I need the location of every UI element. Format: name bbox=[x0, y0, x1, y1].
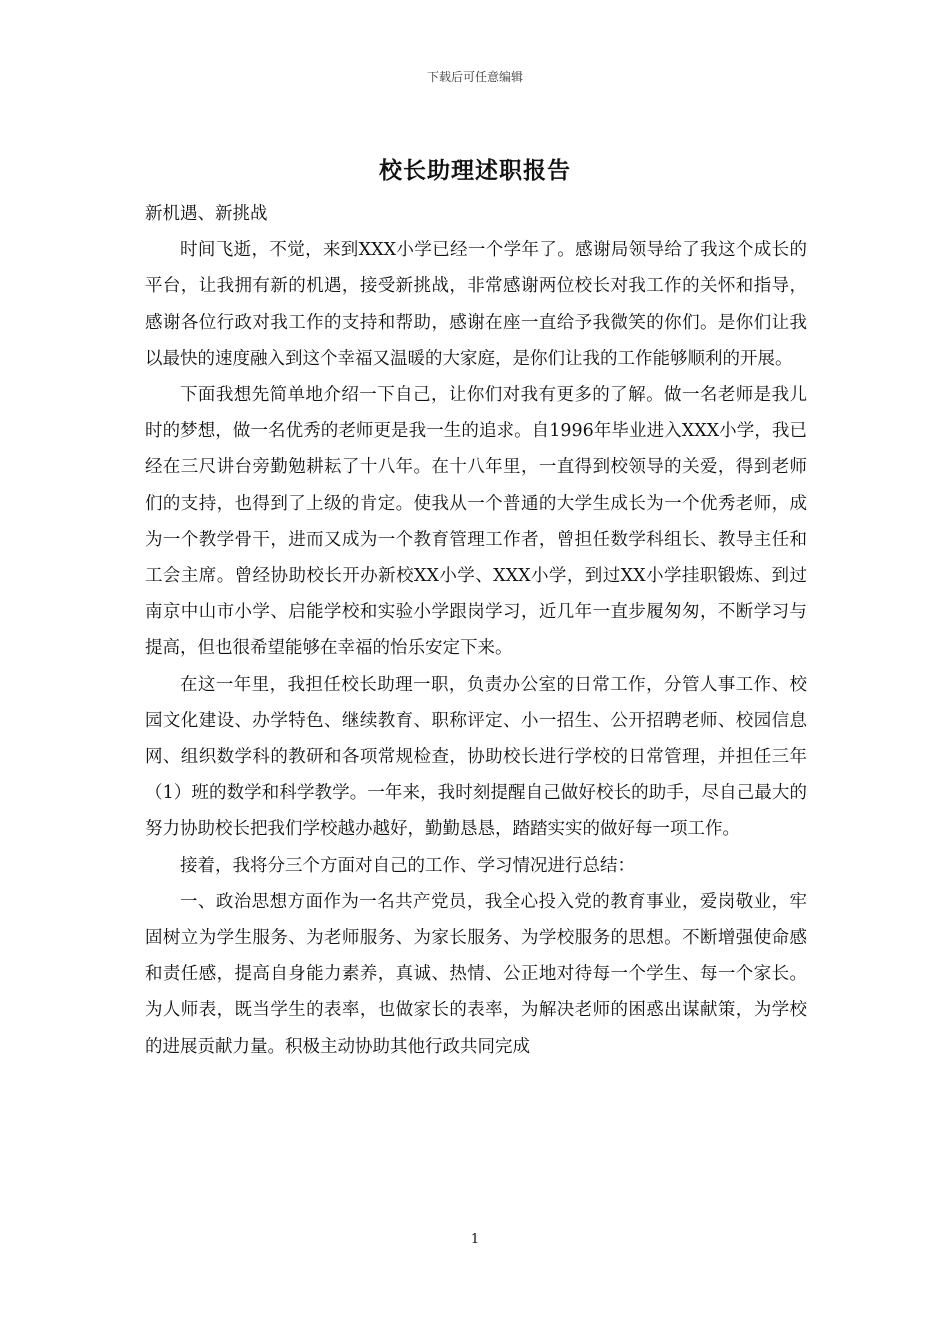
header-note: 下载后可任意编辑 bbox=[426, 70, 523, 84]
paragraph: 下面我想先简单地介绍一下自己，让你们对我有更多的了解。做一名老师是我儿时的梦想，做一名优秀的老师更是我一生的追求。自1996年毕业进入XXX小学，我已经在三尺讲台旁勤勉耕耘了十八年。在十八年里，一直得到校领导的关爱，得到老师们的支持，也得到了上级的肯定。使我从一个普通的大学生成长为一个优秀老师，成为一个教学骨干，进而又成为一个教育管理工作者，曾担任数学科组长、教导主任和工会主席。曾经协助校长开办新校XX小学、XXX小学，到过XX小学挂职锻炼、到过南京中山市小学、启能学校和实验小学跟岗学习，近几年一直步履匆匆，不断学习与提高，但也很希望能够在幸福的怡乐安定下来。 bbox=[145, 385, 807, 659]
paragraph: 在这一年里，我担任校长助理一职，负责办公室的日常工作，分管人事工作、校园文化建设、办学特色、继续教育、职称评定、小一招生、公开招聘老师、校园信息网、组织数学科的教研和各项常规检查，协助校长进行学校的日常管理，并担任三年（1）班的数学和科学教学。一年来，我时刻提醒自己做好校长的助手，尽自己最大的努力协助校长把我们学校越办越好，勤勤恳恳，踏踏实实的做好每一项工作。 bbox=[145, 674, 807, 840]
page-number: 1 bbox=[470, 1232, 480, 1247]
paragraph: 接着，我将分三个方面对自己的工作、学习情况进行总结： bbox=[180, 855, 635, 876]
document-body bbox=[145, 196, 807, 1065]
paragraph: 时间飞逝，不觉，来到XXX小学已经一个学年了。感谢局领导给了我这个成长的平台，让我拥有新的机遇，接受新挑战，非常感谢两位校长对我工作的关怀和指导，感谢各位行政对我工作的支持和帮助，感谢在座一直给予我微笑的你们。是你们让我以最快的速度融入到这个幸福又温暖的大家庭，是你们让我的工作能够顺利的开展。 bbox=[145, 240, 807, 369]
document-title: 校长助理述职报告 bbox=[379, 157, 571, 184]
subtitle-line: 新机遇、新挑战 bbox=[145, 204, 268, 224]
paragraph: 一、政治思想方面作为一名共产党员，我全心投入党的教育事业，爱岗敬业，牢固树立为学生服务、为老师服务、为家长服务、为学校服务的思想。不断增强使命感和责任感，提高自身能力素养，真诚、热情、公正地对待每一个学生、每一个家长。为人师表，既当学生的表率，也做家长的表率，为解决老师的困惑出谋献策，为学校的进展贡献力量。积极主动协助其他行政共同完成 bbox=[145, 891, 807, 1057]
